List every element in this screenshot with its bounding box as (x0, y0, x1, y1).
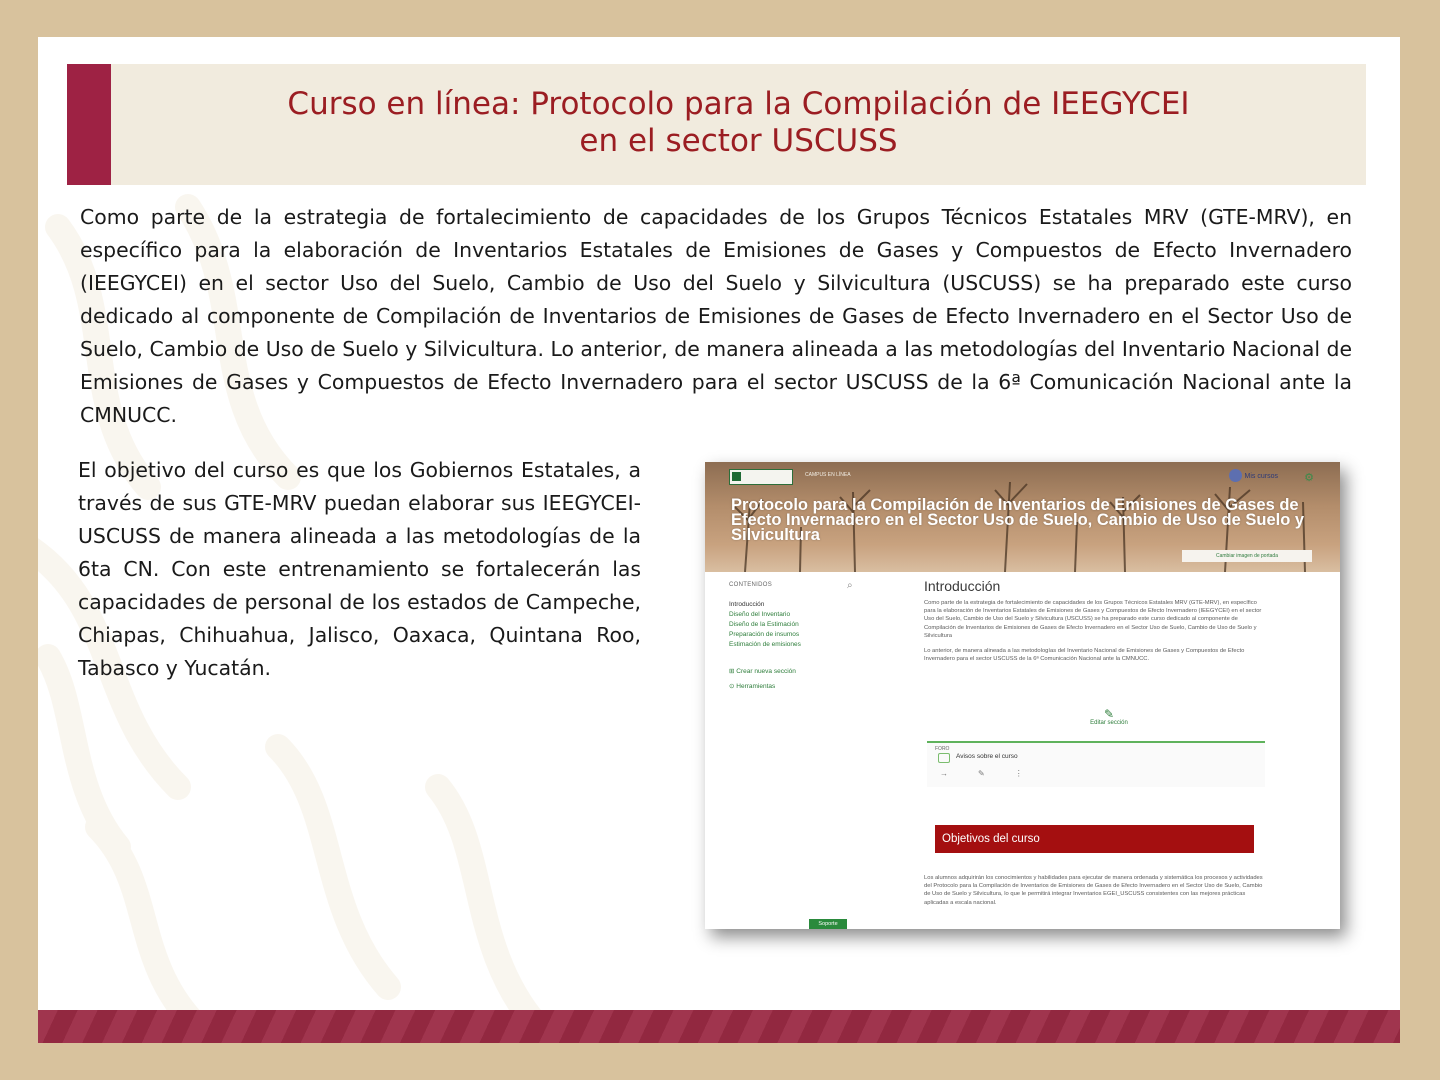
footer-band (38, 1010, 1400, 1043)
intro-text-paragraph-2: Lo anterior, de manera alineada a las metodologías del Inventario Nacional de Emisiones de Gases y Compuestos de Efecto Invernadero para el sector USCUSS de la 6ª Comunicación Nacional ante la CMNUCC. (924, 648, 1245, 663)
tools-label: Herramientas (736, 683, 776, 690)
sidebar-item-introduccion[interactable]: Introducción (729, 601, 765, 608)
more-menu-icon[interactable]: ⋮ (1014, 769, 1053, 778)
forum-tag: FORO (935, 746, 950, 752)
sidebar-search-icon[interactable]: ⌕ (847, 580, 853, 591)
sidebar-actions (729, 664, 869, 694)
title-line-2: en el sector USCUSS (579, 123, 898, 159)
forum-action-icons (940, 769, 1053, 778)
course-sidebar (729, 582, 869, 694)
course-header-image (705, 462, 1340, 572)
support-button[interactable]: Soporte (809, 919, 847, 929)
title-banner (67, 64, 1366, 185)
sidebar-item-estimacion-emisiones[interactable]: Estimación de emisiones (729, 641, 801, 648)
edit-pencil-icon[interactable]: ✎ (978, 769, 1015, 778)
tools-icon: ⊙ (729, 683, 737, 690)
intro-text-paragraph-1: Como parte de la estrategia de fortalecimiento de capacidades de los Grupos Técnicos Estatales MRV (GTE-MRV), en específico para la elaboración de Inventarios Estatales de Emisiones de Gases y Compuestos de Efecto Invernadero (IEEGYCEI) en el sector Uso del Suelo, Cambio de Uso del Suelo y Silvicultura (USCUSS) se ha preparado este curso dedicado al componente de Compilación de Inventarios de Emisiones de Gases de Efecto Invernadero en el Sector Uso de Suelo, Cambio de Uso de Suelo y Silvicultura (924, 600, 1262, 639)
title-line-1: Curso en línea: Protocolo para la Compilación de IEEGYCEI (287, 86, 1190, 122)
change-cover-image-button[interactable]: Cambiar imagen de portada (1182, 550, 1312, 562)
objectives-heading-banner: Objetivos del curso (935, 825, 1254, 853)
forum-name-link[interactable]: Avisos sobre el curso (956, 753, 1018, 760)
forum-icon (938, 753, 950, 763)
create-section-link[interactable] (729, 664, 869, 679)
settings-gear-icon[interactable]: ⚙ (1304, 472, 1314, 484)
my-courses-link[interactable]: Mis cursos (1244, 473, 1278, 480)
objectives-text: Los alumnos adquirirán los conocimientos y habilidades para ejecutar de manera ordenada y sistemática los procesos y actividades del Protocolo para la Compilación de Inventarios de Emisiones de Gases de Efecto Invernadero en el Sector Uso de Suelo, Cambio de Uso de Suelo y Silvicultura, lo que le permitirá integrar Inventarios EGEI_USCUSS consistentes con las mejores prácticas aplicadas a escala nacional. (924, 875, 1263, 906)
logo-subtitle: CAMPUS EN LÍNEA (805, 472, 851, 478)
sidebar-item-preparacion-insumos[interactable]: Preparación de insumos (729, 631, 800, 638)
create-section-label: Crear nueva sección (736, 668, 796, 675)
add-section-icon: ⊞ (729, 668, 737, 675)
logo-mark-icon (732, 472, 741, 481)
title-accent-bar (67, 64, 111, 185)
user-avatar[interactable] (1229, 469, 1242, 482)
sidebar-item-diseno-estimacion[interactable]: Diseño de la Estimación (729, 621, 799, 628)
intro-paragraph: Como parte de la estrategia de fortalecimiento de capacidades de los Grupos Técnicos Estatales MRV (GTE-MRV), en específico para la elaboración de Inventarios Estatales de Emisiones de Gases y Compuestos de Efecto Invernadero (IEEGYCEI) en el sector Uso del Suelo, Cambio de Uso del Suelo y Silvicultura (USCUSS) se ha preparado este curso dedicado al componente de Compilación de Inventarios de Emisiones de Gases de Efecto Invernadero en el Sector Uso de Suelo, Cambio de Uso de Suelo y Silvicultura. Lo anterior, de manera alineada a las metodologías del Inventario Nacional de Emisiones de Gases y Compuestos de Efecto Invernadero para el sector USCUSS de la 6ª Comunicación Nacional ante la CMNUCC. (80, 205, 1352, 427)
move-arrow-icon[interactable]: → (940, 769, 978, 778)
course-main-content (924, 578, 1269, 906)
site-logo[interactable] (729, 469, 793, 485)
section-heading-introduccion: Introducción (924, 578, 1001, 594)
edit-document-icon: ✎ (1103, 707, 1115, 721)
sidebar-item-diseno-inventario[interactable]: Diseño del Inventario (729, 611, 791, 618)
edit-section-label: Editar sección (1090, 720, 1128, 726)
sidebar-heading: CONTENIDOS (729, 582, 773, 588)
edit-section-button[interactable] (1069, 708, 1149, 726)
objective-paragraph: El objetivo del curso es que los Gobiernos Estatales, a través de sus GTE-MRV puedan elaborar sus IEEGYCEI-USCUSS de manera alineada a las metodologías de la 6ta CN. Con este entrenamiento se fortalecerán las capacidades de personal de los estados de Campeche, Chiapas, Chihuahua, Jalisco, Oaxaca, Quintana Roo, Tabasco y Yucatán. (78, 458, 641, 680)
slide (38, 37, 1400, 1043)
page-title (111, 86, 1366, 160)
course-title: Protocolo para la Compilación de Inventarios de Emisiones de Gases de Efecto Invernadero en el Sector Uso de Suelo, Cambio de Uso de Suelo y Silvicultura (731, 496, 1305, 544)
sidebar-section-list (729, 600, 869, 650)
course-screenshot (705, 462, 1340, 929)
tools-link[interactable] (729, 679, 869, 694)
forum-activity-card[interactable] (927, 741, 1265, 787)
